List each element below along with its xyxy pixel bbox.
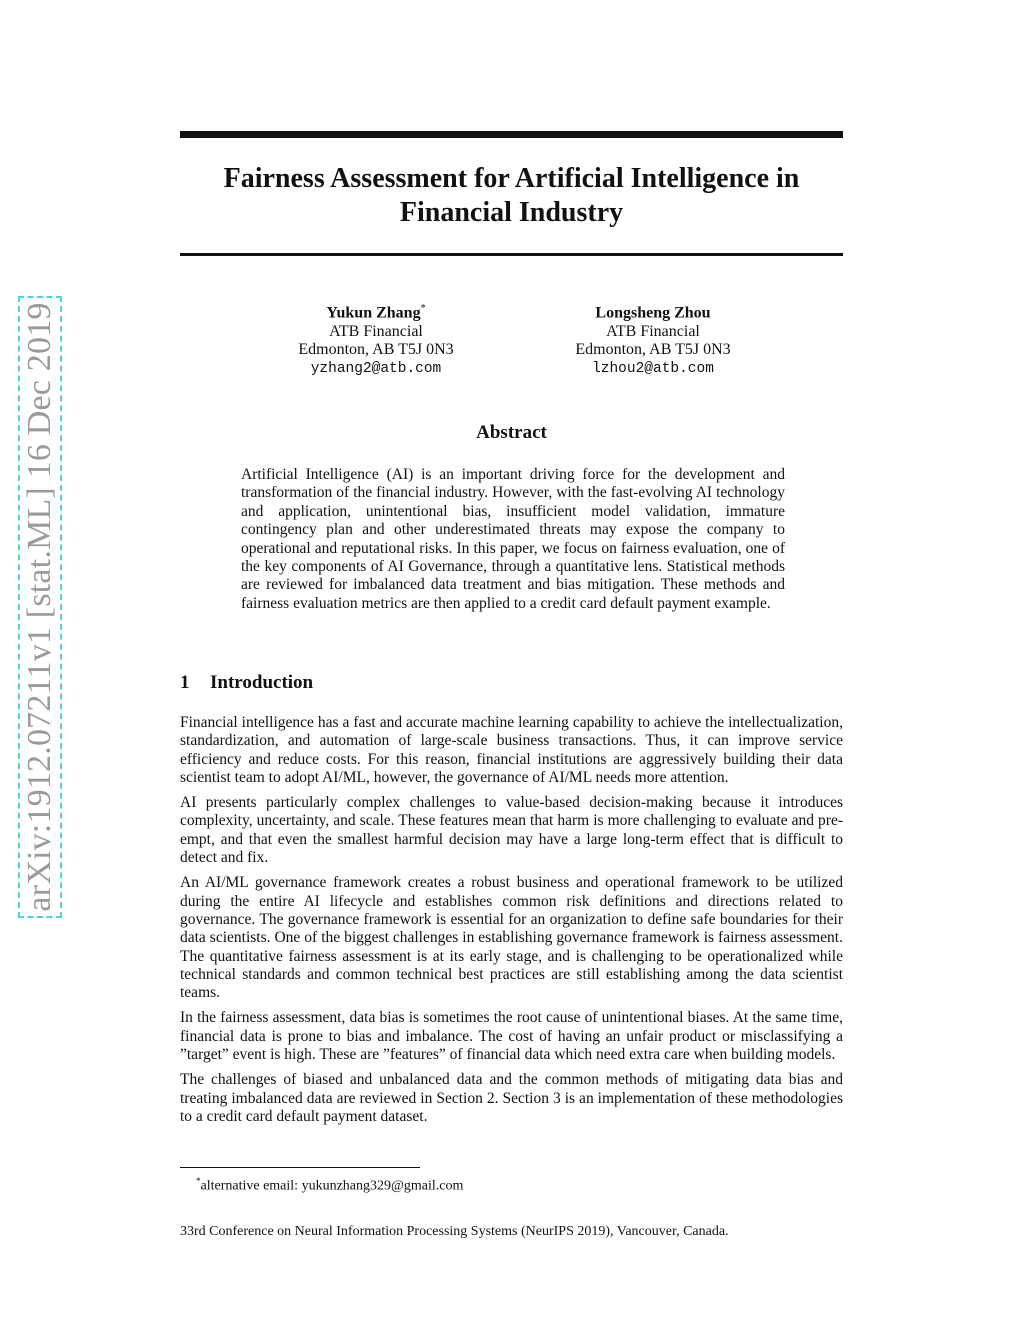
- paragraph: Financial intelligence has a fast and accurate machine learning capability to achieve the intellectualization, standardization, and automation of large-scale business transactions. Thus, it can improve service efficiency and reduce costs. For this reason, financial institutions are aggressively building their data scientist team to adopt AI/ML, however, the governance of AI/ML needs more attention.: [180, 714, 843, 786]
- author-name: Yukun Zhang*: [326, 303, 426, 322]
- arxiv-stamp: [18, 296, 62, 918]
- author-name: Longsheng Zhou: [595, 304, 711, 322]
- author-block-1: [256, 300, 496, 378]
- section-heading: [180, 672, 313, 694]
- author-email: lzhou2@atb.com: [592, 360, 714, 377]
- title-top-rule: [180, 131, 843, 138]
- footnote-rule: [180, 1167, 420, 1168]
- introduction-body: [180, 714, 843, 1133]
- footnote: [196, 1172, 463, 1196]
- title-bottom-rule: [180, 253, 843, 256]
- paragraph: AI presents particularly complex challenges to value-based decision-making because it introduces complexity, uncertainty, and scale. These features mean that harm is more challenging to evaluate and pre-empt, and that even the smallest harmful decision may have a large long-term effect that is difficult to detect and fix.: [180, 794, 843, 867]
- author-email: yzhang2@atb.com: [310, 360, 442, 377]
- footnote-text: alternative email: yukunzhang329@gmail.com: [200, 1178, 464, 1194]
- paper-title: Fairness Assessment for Artificial Intelligence in Financial Industry: [223, 163, 800, 228]
- author-affiliation: ATB Financial: [606, 322, 700, 340]
- author-footnote-mark: *: [420, 303, 426, 314]
- paragraph: In the fairness assessment, data bias is sometimes the root cause of unintentional biases. At the same time, financial data is prone to bias and imbalance. The cost of having an unfair product or misclassifying a ”target” event is high. These are ”features” of financial data which need extra care when building models.: [180, 1009, 843, 1064]
- arxiv-id: arXiv:1912.07211v1 [stat.ML] 16 Dec 2019: [21, 302, 58, 912]
- section-title: Introduction: [210, 672, 314, 693]
- author-location: Edmonton, AB T5J 0N3: [575, 341, 731, 359]
- abstract-body: Artificial Intelligence (AI) is an important driving force for the development and transformation of the financial industry. However, with the fast-evolving AI technology and application, unintentional bias, insufficient model validation, immature contingency plan and other underestimated threats may expose the company to operational and reputational risks. In this paper, we focus on fairness evaluation, one of the key components of AI Governance, through a quantitative lens. Statistical methods are reviewed for imbalanced data treatment and bias mitigation. These methods and fairness evaluation metrics are then applied to a credit card default payment example.: [241, 466, 785, 612]
- author-block-2: [533, 300, 773, 378]
- section-number: 1: [180, 672, 190, 693]
- paragraph: The challenges of biased and unbalanced data and the common methods of mitigating data bias and treating imbalanced data are reviewed in Section 2. Section 3 is an implementation of these methodologies to a credit card default payment dataset.: [180, 1071, 843, 1125]
- abstract-heading: Abstract: [476, 422, 547, 443]
- venue-footer: 33rd Conference on Neural Information Processing Systems (NeurIPS 2019), Vancouver, Canada.: [180, 1224, 729, 1239]
- footnote-mark: *: [196, 1176, 201, 1186]
- author-affiliation: ATB Financial: [329, 322, 423, 340]
- paragraph: An AI/ML governance framework creates a robust business and operational framework to be utilized during the entire AI lifecycle and establishes common risk definitions and directions related to governance. The governance framework is essential for an organization to define safe boundaries for their data scientists. One of the biggest challenges in establishing governance framework is fairness assessment. The quantitative fairness assessment is at its early stage, and is challenging to be operationalized while technical standards and common technical best practices are still establishing among the data scientist teams.: [180, 874, 843, 1002]
- author-location: Edmonton, AB T5J 0N3: [298, 341, 454, 359]
